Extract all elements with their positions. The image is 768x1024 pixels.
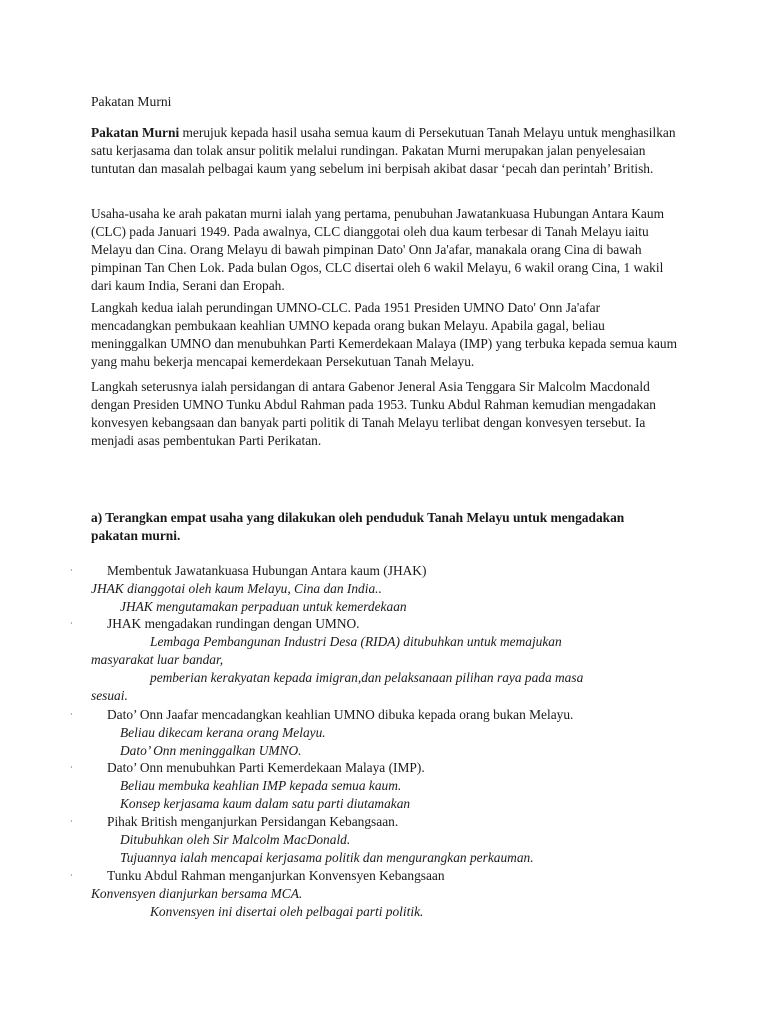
answer-detail: Lembaga Pembangunan Industri Desa (RIDA) ditubuhkan untuk memajukan [150,634,562,649]
paragraph-clc: Usaha-usaha ke arah pakatan murni ialah yang pertama, penubuhan Jawatankuasa Hubungan Antara Kaum (CLC) pada Januari 1949. Pada awalnya, CLC dianggotai oleh dua kaum terbesar di Tanah Melayu iaitu Melayu dan Cina. Orang Melayu di bawah pimpinan Dato' Onn Ja'afar, manakala orang Cina di bawah pimpinan Tan Chen Lok. Pada bulan Ogos, CLC disertai oleh 6 wakil Melayu, 6 wakil orang Cina, 1 wakil dari kaum India, Serani dan Eropah. [91,206,664,293]
paragraph-persidangan: Langkah seterusnya ialah persidangan di antara Gabenor Jeneral Asia Tenggara Sir Malcolm Macdonald dengan Presiden UMNO Tunku Abdul Rahman pada 1953. Tunku Abdul Rahman kemudian mengadakan konvesyen kebangsaan dan banyak parti politik di Tanah Melayu terlibat dengan konvesyen tersebut. Ia menjadi asas pembentukan Parti Perikatan. [91,379,656,448]
bullet-marker: · [70,566,73,575]
answer-point-1: Membentuk Jawatankuasa Hubungan Antara kaum (JHAK) [107,563,427,578]
bullet-marker: · [70,871,73,880]
answer-detail: Beliau dikecam kerana orang Melayu. [120,725,326,740]
paragraph-umno-clc: Langkah kedua ialah perundingan UMNO-CLC. Pada 1951 Presiden UMNO Dato' Onn Ja'afar mencadangkan pembukaan keahlian UMNO kepada orang bukan Melayu. Apabila gagal, beliau meninggalkan UMNO dan menubuhkan Parti Kemerdekaan Malaya (IMP) yang terbuka kepada semua kaum yang mahu bekerja mencapai kemerdekaan Persekutuan Tanah Melayu. [91,300,678,369]
bullet-marker: · [70,710,73,719]
question-a: a) Terangkan empat usaha yang dilakukan oleh penduduk Tanah Melayu untuk mengadakan pakatan murni. [91,510,625,543]
answer-detail: Konvensyen ini disertai oleh pelbagai parti politik. [150,904,424,919]
answer-detail: Dato’ Onn meninggalkan UMNO. [120,743,302,758]
answer-detail: JHAK dianggotai oleh kaum Melayu, Cina dan India.. [91,581,382,596]
answer-point-5: Pihak British menganjurkan Persidangan Kebangsaan. [107,814,399,829]
answer-detail: Konvensyen dianjurkan bersama MCA. [91,886,303,901]
paragraph-intro-lead: Pakatan Murni [91,125,180,140]
answer-detail: sesuai. [91,688,128,703]
bullet-marker: · [70,619,73,628]
answer-detail: Beliau membuka keahlian IMP kepada semua kaum. [120,778,402,793]
document-title: Pakatan Murni [91,94,172,109]
answer-point-6: Tunku Abdul Rahman menganjurkan Konvensyen Kebangsaan [107,868,445,883]
bullet-marker: · [70,817,73,826]
paragraph-intro-body: merujuk kepada hasil usaha semua kaum di Persekutuan Tanah Melayu untuk menghasilkan satu kerjasama dan tolak ansur politik melalui rundingan. Pakatan Murni merupakan jalan penyelesaian tuntutan dan masalah pelbagai kaum yang sebelum ini berpisah akibat dasar ‘pecah dan perintah’ British. [91,125,676,176]
answer-detail: Konsep kerjasama kaum dalam satu parti diutamakan [120,796,411,811]
answer-point-2: JHAK mengadakan rundingan dengan UMNO. [107,616,360,631]
paragraph-intro [91,124,683,178]
answer-point-3: Dato’ Onn Jaafar mencadangkan keahlian UMNO dibuka kepada orang bukan Melayu. [107,707,574,722]
answer-point-4: Dato’ Onn menubuhkan Parti Kemerdekaan Malaya (IMP). [107,760,425,775]
bullet-marker: · [70,763,73,772]
answer-detail: masyarakat luar bandar, [91,652,224,667]
answer-detail: JHAK mengutamakan perpaduan untuk kemerdekaan [120,599,407,614]
answer-detail: pemberian kerakyatan kepada imigran,dan pelaksanaan pilihan raya pada masa [150,670,584,685]
answer-detail: Tujuannya ialah mencapai kerjasama politik dan mengurangkan perkauman. [120,850,534,865]
answer-detail: Ditubuhkan oleh Sir Malcolm MacDonald. [120,832,351,847]
